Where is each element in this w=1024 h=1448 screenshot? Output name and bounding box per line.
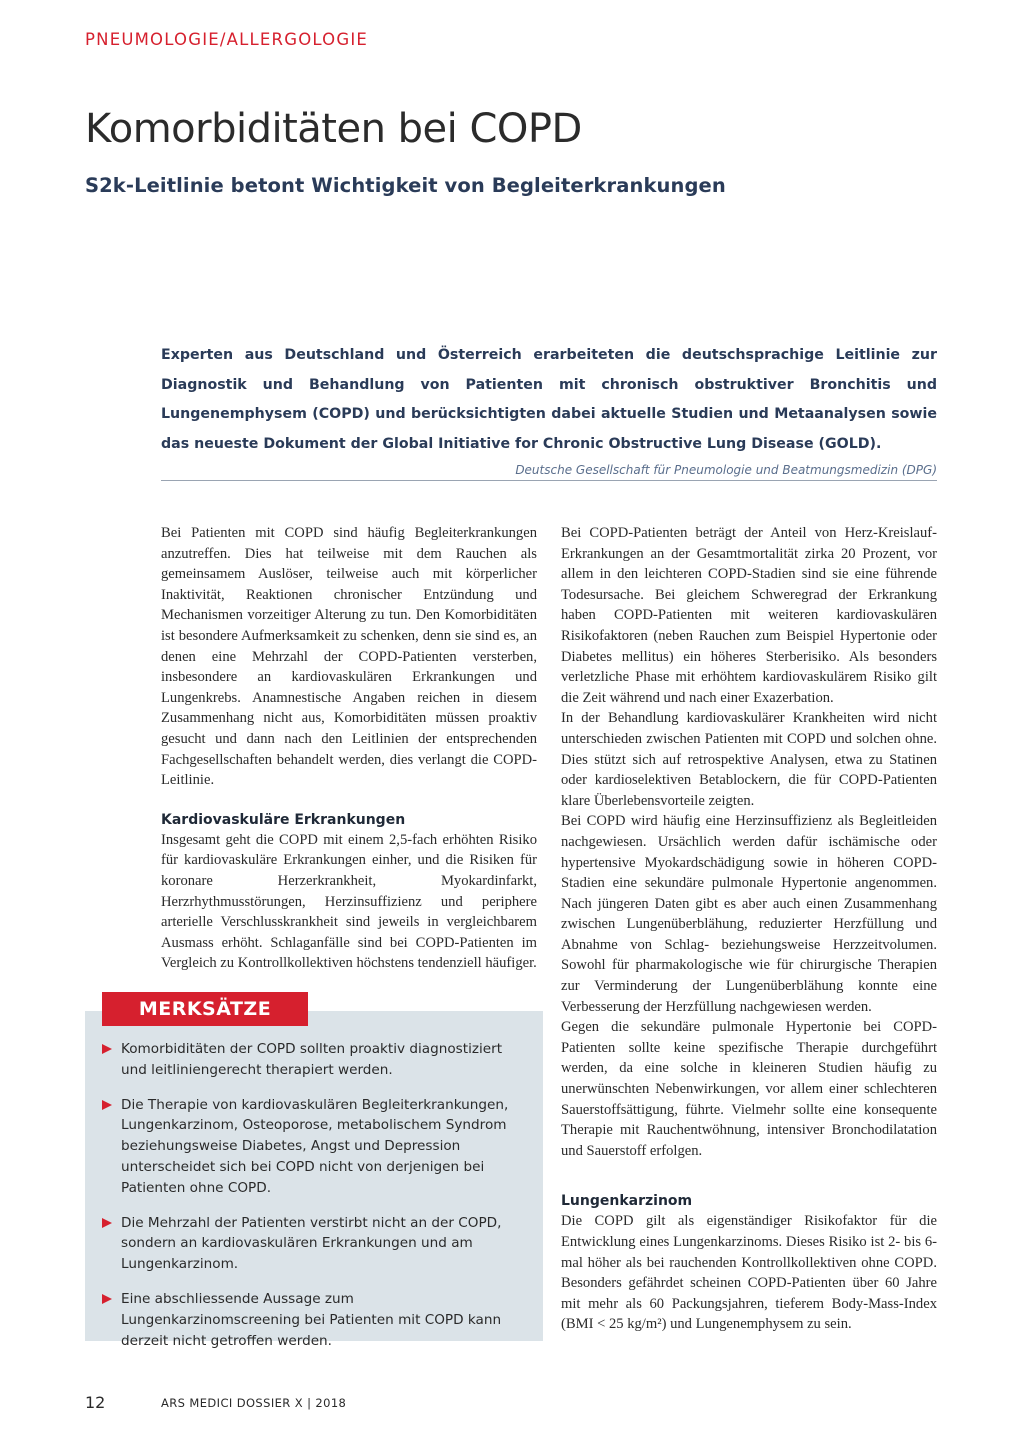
triangle-bullet-icon [102,1218,112,1228]
paragraph: In der Behandlung kardiovaskulärer Krankheiten wird nicht unterschieden zwischen Patienten mit COPD und solchen ohne. Dies stützt sich auf retrospektive Analysen, etwa zu Statinen oder kardioselektiven Betablockern, die für COPD-Patienten klare Überlebensvorteile zeigten. [561,710,937,809]
intro-paragraph: Bei Patienten mit COPD sind häufig Begleiterkrankungen anzutreffen. Dies hat teilweise mit dem Rauchen als gemeinsamem Auslöser, teilweise auch mit körperlicher Inaktivität, Reaktionen chronischer Entzündung und Mechanismen vorzeitiger Alterung zu tun. Den Komorbiditäten ist besondere Aufmerksamkeit zu schenken, denn sie sind es, an denen eine Mehrzahl der COPD-Patienten versterben, insbesondere an kardiovaskulären Erkrankungen und Lungenkrebs. Anamnestische Angaben reichen in diesem Zusammenhang nicht aus, Komorbiditäten müssen proaktiv gesucht und dann nach den Leitlinien der entsprechenden Fachgesellschaften behandelt werden, dies verlangt die COPD-Leitlinie. [161,525,537,789]
triangle-bullet-icon [102,1294,112,1304]
section-label: PNEUMOLOGIE/ALLERGOLOGIE [85,30,369,49]
merksaetze-label: MERKSÄTZE [102,992,308,1026]
page-number: 12 [85,1393,106,1412]
list-item [102,1095,532,1199]
paragraph: Gegen die sekundäre pulmonale Hypertonie bei COPD-Patienten sollte keine spezifische Therapie durchgeführt werden, da eine solche in kleineren Studien häufig zu unerwünschten Nebenwirkungen, vor allem einer schlechteren Sauerstoffsättigung, führte. Vielmehr sollte eine konsequente Therapie mit Rauchentwöhnung, intensiver Bronchodilatation und Sauerstoff erfolgen. [561,1019,937,1159]
list-item-text: Die Therapie von kardiovaskulären Begleiterkrankungen, Lungenkarzinom, Osteoporose, metabolischem Syndrom beziehungsweise Diabetes, Angst und Depression unterscheidet sich bei COPD nicht von derjenigen bei Patienten ohne COPD. [121,1096,509,1196]
lead-paragraph: Experten aus Deutschland und Österreich erarbeiteten die deutschsprachige Leitlinie zur Diagnostik und Behandlung von Patienten mit chronisch obstruktiver Bronchitis und Lungenemphysem (COPD) und berücksichtigten dabei aktuelle Studien und Metaanalysen sowie das neueste Dokument der Global Initiative for Chronic Obstructive Lung Disease (GOLD). [161,347,937,452]
left-column [161,523,537,974]
publication-footer: ARS MEDICI DOSSIER X | 2018 [161,1396,347,1410]
list-item-text: Komorbiditäten der COPD sollten proaktiv diagnostiziert und leitliniengerecht therapiert werden. [121,1041,503,1078]
lung-paragraph: Die COPD gilt als eigenständiger Risikofaktor für die Entwicklung eines Lungenkarzinoms. Dieses Risiko ist 2- bis 6-mal höher als bei rauchenden Kontrollkollektiven ohne COPD. Besonders gefährdet scheinen COPD-Patienten über 60 Jahre mit mehr als 60 Packungsjahren, tieferem Body-Mass-Index (BMI < 25 kg/m²) und Lungenemphysem zu sein. [561,1213,937,1333]
article-title: Komorbiditäten bei COPD [85,106,582,152]
heading-cardiovascular: Kardiovaskuläre Erkrankungen [161,811,406,828]
list-item [102,1213,532,1275]
paragraph: Bei COPD-Patienten beträgt der Anteil von Herz-Kreislauf-Erkrankungen an der Gesamtmortalität zirka 20 Prozent, vor allem in den leichteren COPD-Stadien sind sie eine führende Todesursache. Bei gleichem Schweregrad der Erkrankung haben COPD-Patienten mit weiteren kardiovaskulären Risikofaktoren (neben Rauchen zum Beispiel Hypertonie oder Diabetes mellitus) ein höheres Sterberisiko. Als besonders verletzliche Phase mit erhöhtem kardiovaskulärem Risiko gilt die Zeit während und nach einer Exazerbation. [561,525,937,706]
source-attribution: Deutsche Gesellschaft für Pneumologie und Beatmungsmedizin (DPG) [515,463,937,477]
merksaetze-list [102,1039,532,1365]
article-subtitle: S2k-Leitlinie betont Wichtigkeit von Begleiterkrankungen [85,174,726,197]
list-item [102,1289,532,1351]
cardio-paragraph: Insgesamt geht die COPD mit einem 2,5-fach erhöhten Risiko für kardiovaskuläre Erkrankungen einher, und die Risiken für koronare Herzerkrankheit, Myokardinfarkt, Herzrhythmusstörungen, Herzinsuffizienz und periphere arterielle Verschlusskrankheit sind jeweils in vergleichbarem Ausmass erhöht. Schlaganfälle sind bei COPD-Patienten im Vergleich zu Kontrollkollektiven höchstens tendenziell häufiger. [161,831,537,972]
list-item-text: Eine abschliessende Aussage zum Lungenkarzinomscreening bei Patienten mit COPD kann derzeit nicht getroffen werden. [121,1290,502,1349]
merksaetze-box [85,1011,543,1349]
list-item [102,1039,532,1081]
list-item-text: Die Mehrzahl der Patienten verstirbt nicht an der COPD, sondern an kardiovaskulären Erkrankungen und am Lungenkarzinom. [121,1214,502,1273]
heading-lung-cancer: Lungenkarzinom [561,1193,693,1210]
triangle-bullet-icon [102,1100,112,1110]
divider [161,480,937,481]
right-column [561,523,937,1335]
paragraph: Bei COPD wird häufig eine Herzinsuffizienz als Begleitleiden nachgewiesen. Ursächlich werden dafür ischämische oder hypertensive Myokardschädigung sowie in höheren COPD-Stadien eine sekundäre pulmonale Hypertonie angenommen. Nach jüngeren Daten gibt es aber auch einen Zusammenhang zwischen Lungenüberblähung, reduzierter Herzfüllung und Abnahme von Schlag- beziehungsweise Herzzeitvolumen. Sowohl für pharmakologische wie für chirurgische Therapien zur Verminderung der Lungenüberblähung konnte eine Verbesserung der Herzfüllung nachgewiesen werden. [561,813,937,1015]
triangle-bullet-icon [102,1044,112,1054]
